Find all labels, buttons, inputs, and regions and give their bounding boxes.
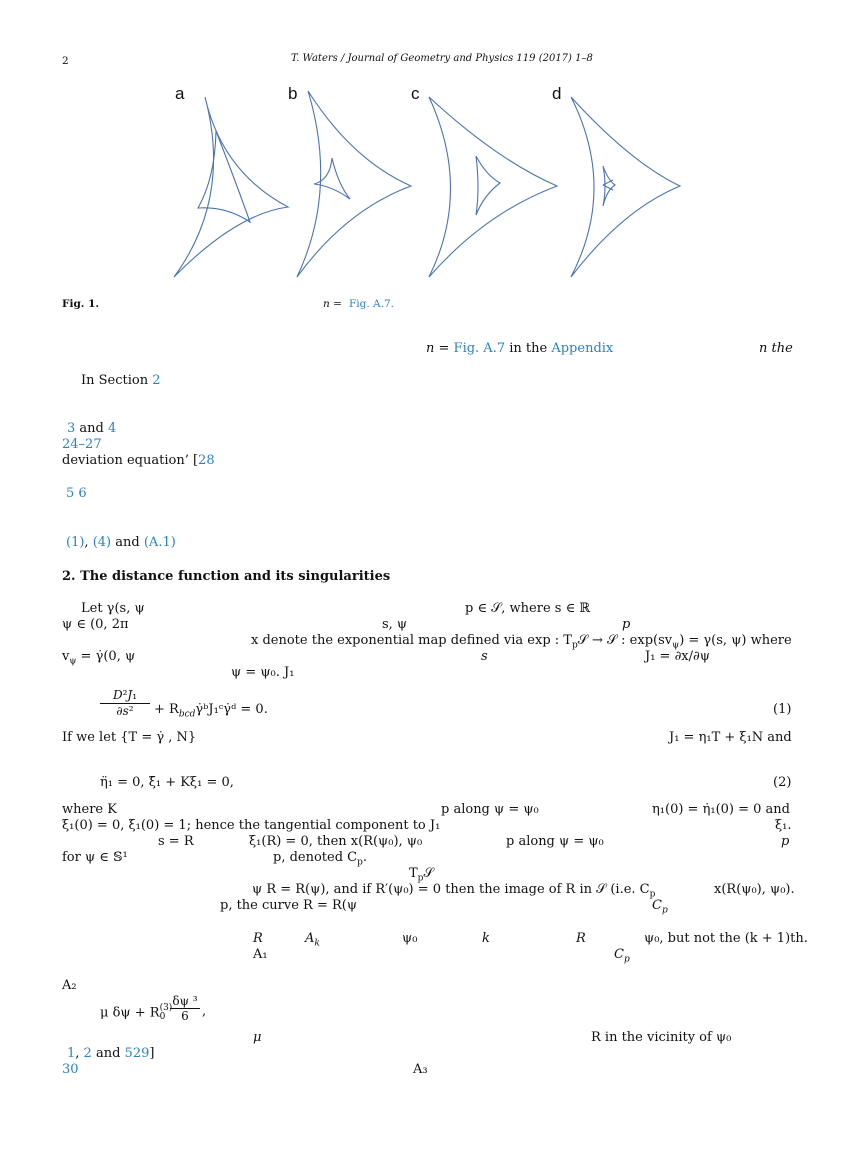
section-2-link[interactable]: 2 — [152, 373, 161, 388]
if-we-let: If we let {T = γ̇ , N} — [62, 730, 197, 745]
p-2: p — [781, 834, 790, 849]
p-along-2: p along ψ = ψ₀ — [506, 834, 604, 849]
psi0-j1: ψ = ψ₀. J₁ — [231, 665, 295, 680]
for-psi: for ψ ∈ 𝕊¹ — [62, 850, 128, 865]
xi1: ξ₁. — [775, 818, 792, 833]
a2: A₂ — [62, 978, 77, 993]
comma: , — [84, 535, 89, 550]
section-5-6-links[interactable]: 5 6 — [66, 486, 87, 501]
and-text: and — [79, 421, 104, 436]
caustic-a-outer — [174, 97, 288, 277]
s-eq-r: s = R — [158, 834, 194, 849]
panel-label-b: b — [288, 84, 298, 103]
r-ak: R — [253, 931, 263, 946]
frac — [170, 994, 200, 1023]
page-number: 2 — [62, 55, 69, 67]
xi-init: ξ₁(0) = 0, ξ̇₁(0) = 1; hence the tangential component to J₁ — [62, 818, 441, 833]
eq-a1-link[interactable]: (A.1) — [143, 535, 176, 550]
refs-bracket: ] — [149, 1046, 155, 1061]
exp-map-sub: p — [571, 640, 578, 651]
section-3-link[interactable]: 3 — [67, 421, 76, 436]
n-eq: n = — [426, 341, 450, 356]
frac-comma: , — [202, 1004, 207, 1019]
figure-caption-label: Fig. 1. — [62, 298, 100, 310]
eq2-number: (2) — [773, 775, 792, 790]
ref-1-link[interactable]: 1 — [67, 1046, 76, 1061]
fig-a7-link[interactable]: Fig. A.7 — [453, 341, 506, 356]
eq1-tail: γ̇ᵇJ₁ᶜγ̇ᵈ = 0. — [195, 702, 268, 717]
v-psi: v — [62, 649, 70, 664]
s-only: s — [481, 649, 488, 664]
section-4-link[interactable]: 4 — [108, 421, 117, 436]
frac-den: 6 — [181, 1009, 189, 1023]
j1-eta: J₁ = η₁T + ξ₁N and — [669, 730, 792, 745]
ref-2-link[interactable]: 2 — [83, 1046, 92, 1061]
eq-4-link[interactable]: (4) — [92, 535, 112, 550]
exp-map-d: ψ — [672, 640, 680, 651]
in-the-text: in the — [509, 341, 548, 356]
n-the-text: n the — [759, 341, 793, 356]
where-k: where K — [62, 802, 117, 817]
refs-24-27-link[interactable]: 24–27 — [62, 437, 102, 452]
eq2: η̈₁ = 0, ξ̈₁ + Kξ₁ = 0, — [100, 775, 234, 790]
running-title: T. Waters / Journal of Geometry and Physics 119 (2017) 1–8 — [291, 53, 593, 64]
eta-init: η₁(0) = η̇₁(0) = 0 and — [652, 802, 790, 817]
p-1: p — [622, 617, 631, 632]
in-section-text: In Section — [81, 373, 149, 388]
exp-map-c: 𝒮 → 𝒮 : exp(sv — [577, 633, 673, 648]
exp-map-e: ) = γ(s, ψ) where — [679, 633, 792, 648]
psi-range: ψ ∈ (0, 2π — [62, 617, 129, 632]
eq1-number: (1) — [773, 702, 792, 717]
cp-2: C — [614, 947, 624, 962]
ref-30-link[interactable]: 30 — [62, 1062, 79, 1077]
cp-1-sub: p — [661, 905, 668, 916]
appendix-link[interactable]: Appendix — [551, 341, 614, 356]
p-curve: p, the curve R = R(ψ — [220, 898, 358, 913]
p-denoted-c: . — [362, 850, 368, 865]
p-denoted-sub: p — [357, 857, 363, 868]
panel-label-d: d — [552, 84, 562, 103]
psi0-not: ψ₀, but not the (k + 1)th. — [644, 931, 808, 946]
r-vicinity: R in the vicinity of ψ₀ — [591, 1030, 732, 1045]
refs-comma: , — [75, 1046, 84, 1061]
v-psi-sub: ψ — [69, 656, 77, 667]
section-2-heading: 2. The distance function and its singularities — [62, 569, 391, 584]
panel-label-c: c — [411, 84, 420, 103]
xi-r: ξ₁(R) = 0, then x(R(ψ₀), ψ₀ — [249, 834, 423, 849]
ak-sub: k — [314, 938, 320, 949]
psi-r: ψ R = R(ψ), and if R′(ψ₀) = 0 then the image of R in 𝒮 (i.e. C — [252, 882, 650, 897]
caustic-figure — [0, 0, 846, 300]
a1: A₁ — [253, 947, 268, 962]
psi-r-sub: p — [649, 889, 656, 900]
figure-caption-n: n = — [323, 298, 342, 310]
j1-def: J₁ = ∂x/∂ψ — [645, 649, 710, 664]
ref-28-link[interactable]: 28 — [198, 453, 215, 468]
eq-1-link[interactable]: (1) — [66, 535, 85, 550]
exp-map: x denote the exponential map defined via exp : T — [251, 633, 572, 648]
eq1-body: + R — [154, 702, 179, 717]
caustic-d-outer — [571, 97, 680, 277]
ak: A — [305, 931, 315, 946]
and-text-2: and — [115, 535, 140, 550]
mu-exp-sup: (3) — [159, 1003, 173, 1013]
caustic-c-outer — [429, 97, 557, 277]
cp-1: C — [652, 898, 662, 913]
caustic-a-inner — [198, 131, 250, 222]
let-gamma: Let γ(s, ψ — [81, 601, 145, 616]
caustic-c-inner — [476, 156, 500, 215]
a3: A₃ — [413, 1062, 428, 1077]
mu: μ — [253, 1030, 262, 1045]
eq1-fraction: D²J₁ ∂s² — [100, 688, 150, 718]
tps-sub: p — [417, 873, 424, 884]
v-psi-c: = γ̇(0, ψ — [76, 649, 136, 664]
x-r-psi: x(R(ψ₀), ψ₀). — [714, 882, 795, 897]
ref-529-link[interactable]: 529 — [124, 1046, 150, 1061]
s-psi: s, ψ — [382, 617, 408, 632]
p-in-s: p ∈ 𝒮, where s ∈ ℝ — [465, 601, 591, 616]
p-along: p along ψ = ψ₀ — [441, 802, 539, 817]
k: k — [482, 931, 490, 946]
p-denoted: p, denoted C — [273, 850, 358, 865]
frac-num: δψ ³ — [170, 994, 200, 1009]
panel-label-a: a — [175, 84, 185, 103]
cp-2-sub: p — [623, 954, 630, 965]
refs-and: and — [91, 1046, 125, 1061]
deviation-text: deviation equation’ [ — [62, 453, 199, 468]
figure-caption-link[interactable]: Fig. A.7. — [349, 298, 394, 310]
r-2: R — [576, 931, 586, 946]
mu-expansion: μ δψ + R — [100, 1005, 160, 1021]
tps-c: 𝒮 — [423, 866, 434, 881]
mu-exp-sub: 0 — [159, 1012, 166, 1022]
psi0: ψ₀ — [402, 931, 418, 946]
tps: T — [409, 866, 418, 881]
